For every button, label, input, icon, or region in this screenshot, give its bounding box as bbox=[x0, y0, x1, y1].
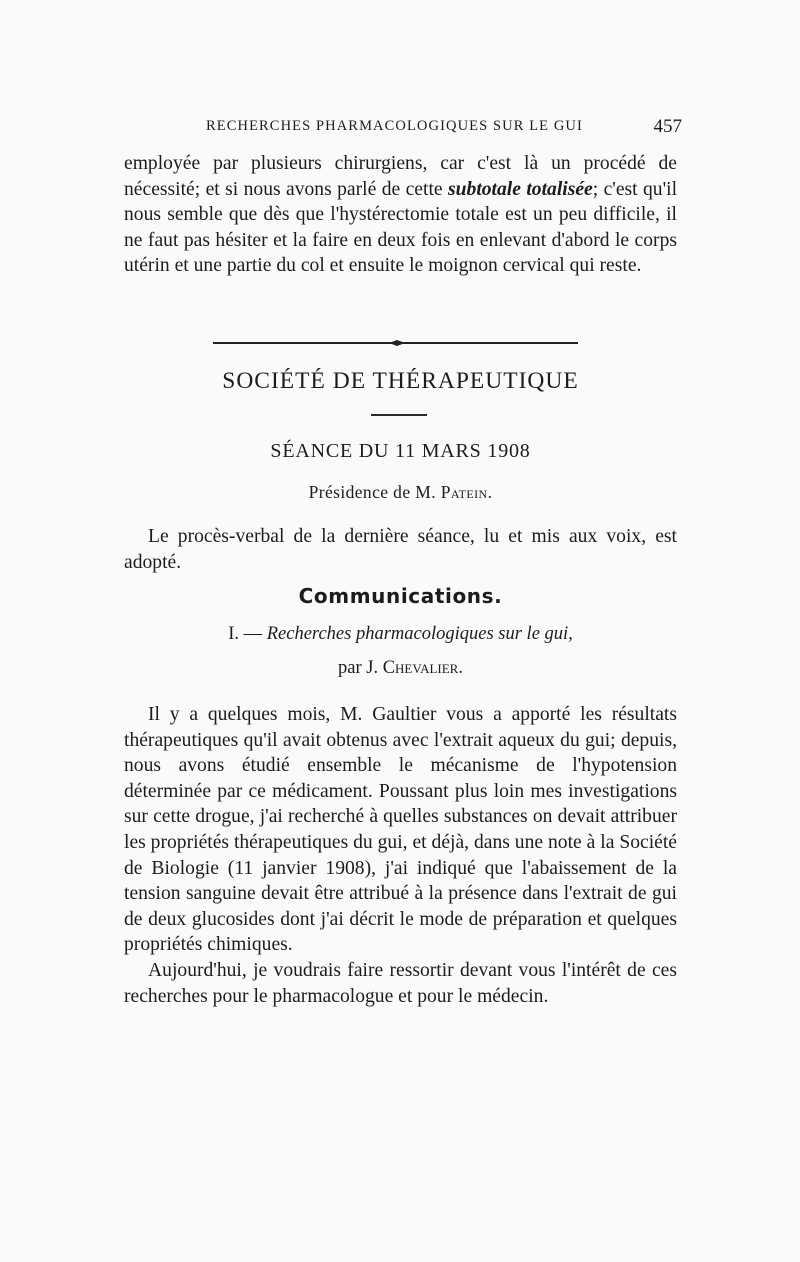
session-line: SÉANCE DU 11 MARS 1908 bbox=[270, 440, 531, 462]
top-paragraph-text-start: employée par plusieurs chirurgiens, car c'est là un procédé de nécessité; et si nous avons parlé de cette bbox=[124, 153, 677, 200]
top-paragraph-italic: subtotale totalisée bbox=[448, 178, 593, 200]
author-name: Chevalier bbox=[382, 658, 459, 678]
article-number: I. — bbox=[228, 624, 267, 644]
page-number: 457 bbox=[653, 116, 682, 137]
top-paragraph-block bbox=[124, 151, 677, 279]
president-name: Patein bbox=[440, 482, 488, 502]
short-divider bbox=[371, 414, 427, 416]
minutes-block bbox=[124, 524, 677, 575]
presidency-line bbox=[124, 482, 677, 503]
byline-suffix: . bbox=[458, 658, 463, 678]
body-paragraph: Il y a quelques mois, M. Gaultier vous a apporté les résultats thérapeutiques qu'il avait obtenus avec l'extrait aqueux du gui; depuis, nous avons étudié ensemble le mécanisme de l'hypotension déterminée par ce médicament. Poussant plus loin mes investigations sur cette drogue, j'ai recherché à quelles substances on devait attribuer les propriétés thérapeutiques du gui, et déjà, dans une note à la Société de Biologie (11 janvier 1908), j'ai indiqué que l'abaissement de la tension sanguine devait être attribué à la présence dans l'extrait de gui de deux glucosides dont j'ai décrit le mode de préparation et quelques propriétés chimiques. bbox=[124, 704, 677, 956]
top-paragraph bbox=[124, 151, 677, 279]
article-body bbox=[124, 702, 677, 1009]
article-byline bbox=[124, 658, 677, 679]
presidency-prefix: Présidence de M. bbox=[308, 482, 441, 502]
running-header bbox=[124, 116, 682, 138]
top-paragraph-text-end: ; c'est qu'il nous semble que dès que l'hystérectomie totale est un peu difficile, il ne faut pas hésiter et la faire en deux fois en enlevant d'abord le corps utérin et une partie du col et ensuite le moignon cervical qui reste. bbox=[124, 178, 678, 277]
article-title: Recherches pharmacologiques sur le gui, bbox=[266, 624, 573, 644]
article-title-line bbox=[124, 624, 677, 645]
ornamental-divider bbox=[213, 340, 578, 346]
minutes-paragraph: Le procès-verbal de la dernière séance, lu et mis aux voix, est adopté. bbox=[124, 526, 677, 573]
running-title: RECHERCHES PHARMACOLOGIQUES SUR LE GUI bbox=[206, 118, 583, 134]
society-title: SOCIÉTÉ DE THÉRAPEUTIQUE bbox=[222, 368, 579, 394]
body-paragraph: Aujourd'hui, je voudrais faire ressortir devant vous l'intérêt de ces recherches pour le pharmacologue et pour le médecin. bbox=[124, 959, 677, 1007]
presidency-suffix: . bbox=[487, 482, 493, 502]
communications-heading: Communications. bbox=[298, 584, 503, 608]
byline-prefix: par J. bbox=[338, 658, 383, 678]
